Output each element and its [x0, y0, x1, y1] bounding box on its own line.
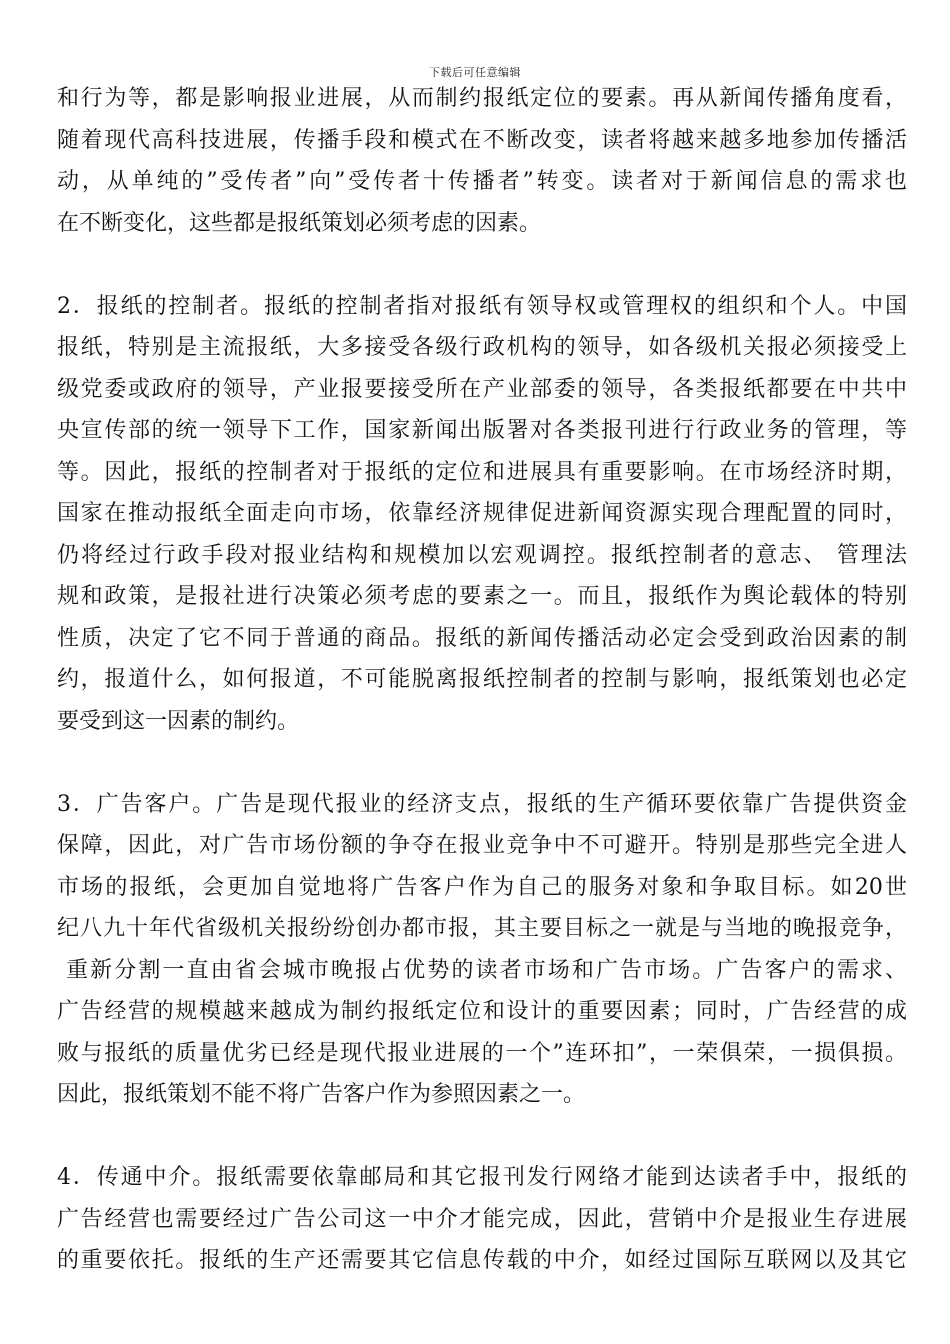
paragraph-4: [57, 1157, 907, 1282]
paragraph-1: [57, 78, 907, 244]
text-line: 3．广告客户。广告是现代报业的经济支点，报纸的生产循环要依靠广告提供资金: [57, 791, 907, 817]
text-line: 败与报纸的质量优劣已经是现代报业进展的一个”连环扣”，一荣俱荣，一损俱损。: [57, 1040, 907, 1066]
text-line: 央宣传部的统一领导下工作，国家新闻出版署对各类报刊进行行政业务的管理，等: [57, 418, 907, 443]
text-line: 级党委或政府的领导，产业报要接受所在产业部委的领导，各类报纸都要在中共中: [57, 376, 907, 402]
text-line: 等。因此，报纸的控制者对于报纸的定位和进展具有重要影响。在市场经济时期，: [57, 459, 907, 485]
text-line: 要受到这一因素的制约。: [57, 708, 300, 734]
text-line: 仍将经过行政手段对报业结构和规模加以宏观调控。报纸控制者的意志、 管理法: [57, 542, 907, 568]
text-line: 规和政策，是报社进行决策必须考虑的要素之一。而且，报纸作为舆论载体的特别: [57, 584, 907, 609]
text-line: 重新分割一直由省会城市晚报占优势的读者市场和广告市场。广告客户的需求、: [57, 957, 907, 983]
paragraph-gap: [57, 244, 907, 286]
text-line: 广告经营也需要经过广告公司这一中介才能完成，因此，营销中介是报业生存进展: [57, 1206, 907, 1232]
text-line: 保障，因此，对广告市场份额的争夺在报业竞争中不可避开。特别是那些完全进人: [57, 833, 907, 858]
text-line: 动，从单纯的”受传者”向”受传者十传播者”转变。读者对于新闻信息的需求也: [57, 169, 907, 194]
text-line: 2．报纸的控制者。报纸的控制者指对报纸有领导权或管理权的组织和个人。中国: [57, 293, 907, 319]
text-line: 和行为等，都是影响报业进展，从而制约报纸定位的要素。再从新闻传播角度看，: [57, 86, 907, 111]
text-line: 4．传通中介。报纸需要依靠邮局和其它报刊发行网络才能到达读者手中，报纸的: [57, 1165, 907, 1190]
paragraph-gap: [57, 1116, 907, 1158]
paragraph-gap: [57, 742, 907, 784]
text-line: 性质，决定了它不同于普通的商品。报纸的新闻传播活动必定会受到政治因素的制: [57, 625, 907, 651]
document-body: [57, 78, 907, 1282]
paragraph-2: [57, 286, 907, 743]
page-header: 下载后可任意编辑: [429, 66, 521, 79]
text-line: 报纸，特别是主流报纸，大多接受各级行政机构的领导，如各级机关报必须接受上: [57, 335, 907, 360]
text-line: 随着现代高科技进展，传播手段和模式在不断改变，读者将越来越多地参加传播活: [57, 127, 907, 153]
text-line: 约，报道什么，如何报道，不可能脱离报纸控制者的控制与影响，报纸策划也必定: [57, 667, 907, 692]
text-line: 因此，报纸策划不能不将广告客户作为参照因素之一。: [57, 1082, 586, 1107]
text-line: 国家在推动报纸全面走向市场，依靠经济规律促进新闻资源实现合理配置的同时，: [57, 501, 907, 526]
text-line: 市场的报纸，会更加自觉地将广告客户作为自己的服务对象和争取目标。如20世: [57, 874, 907, 900]
text-line: 的重要依托。报纸的生产还需要其它信息传载的中介，如经过国际互联网以及其它: [57, 1248, 907, 1273]
text-line: 广告经营的规模越来越成为制约报纸定位和设计的重要因素；同时，广告经营的成: [57, 999, 907, 1024]
text-line: 在不断变化，这些都是报纸策划必须考虑的因素。: [57, 210, 542, 236]
paragraph-3: [57, 784, 907, 1116]
text-line: 纪八九十年代省级机关报纷纷创办都市报，其主要目标之一就是与当地的晚报竞争，: [57, 916, 907, 941]
